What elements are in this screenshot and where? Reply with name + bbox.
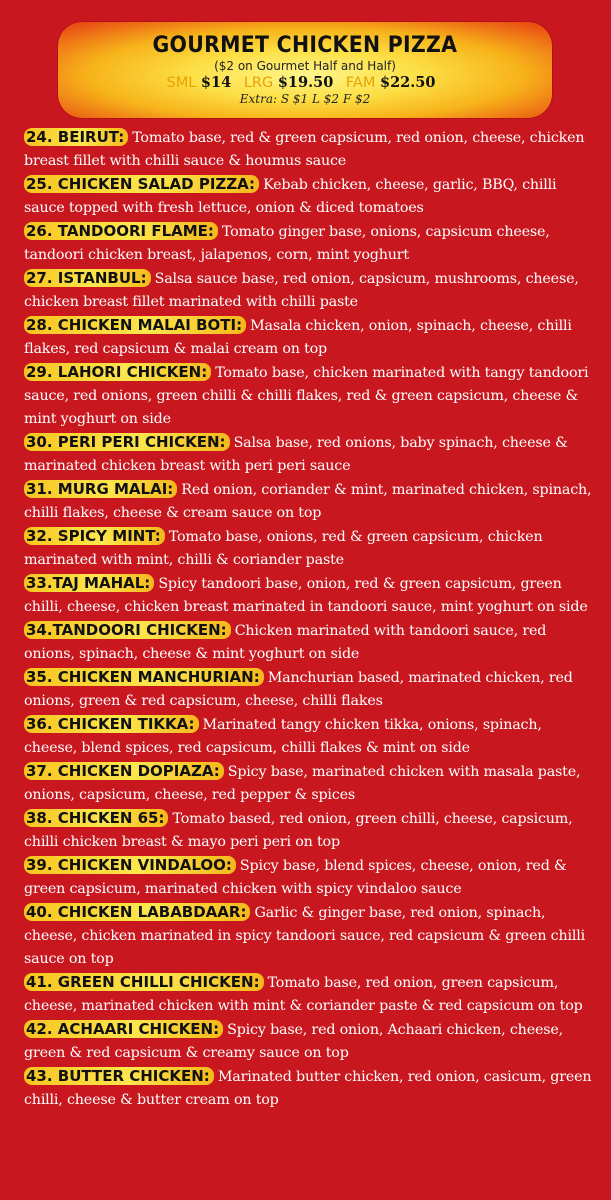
menu-item (24, 361, 599, 431)
price-value-family: $22.50 (379, 74, 436, 91)
menu-item-title: 43. BUTTER CHICKEN: (24, 1067, 214, 1085)
menu-item-description: Tomato base, chicken marinated with tangy tandoori sauce, red onions, green chilli & chilli flakes, red & green capsicum, cheese & mint yoghurt on side (24, 365, 589, 427)
menu-item-description: Tomato based, red onion, green chilli, cheese, capsicum, chilli chicken breast & mayo peri peri on top (24, 811, 573, 850)
menu-item-title: 25. CHICKEN SALAD PIZZA: (24, 175, 259, 193)
price-value-large: $19.50 (277, 74, 334, 91)
menu-item-description: Marinated butter chicken, red onion, casicum, green chilli, cheese & butter cream on top (24, 1069, 592, 1108)
menu-item-title: 41. GREEN CHILLI CHICKEN: (24, 973, 264, 991)
menu-item-description: Salsa sauce base, red onion, capsicum, mushrooms, cheese, chicken breast fillet marinated with chilli paste (24, 271, 579, 310)
menu-item-title: 42. ACHAARI CHICKEN: (24, 1020, 223, 1038)
half-and-half-note: ($2 on Gourmet Half and Half) (214, 59, 396, 73)
menu-item-description: Tomato ginger base, onions, capsicum cheese, tandoori chicken breast, jalapenos, corn, mint yoghurt (24, 224, 550, 263)
menu-item-list (24, 126, 599, 1112)
menu-item (24, 1018, 599, 1065)
menu-item (24, 854, 599, 901)
menu-item (24, 431, 599, 478)
menu-item (24, 173, 599, 220)
menu-item-title: 33.TAJ MAHAL: (24, 574, 154, 592)
menu-item-title: 27. ISTANBUL: (24, 269, 151, 287)
price-label-family: FAM (345, 75, 376, 91)
price-list (58, 74, 552, 91)
menu-item (24, 525, 599, 572)
menu-item-title: 29. LAHORI CHICKEN: (24, 363, 211, 381)
menu-item-description: Spicy tandoori base, onion, red & green capsicum, green chilli, cheese, chicken breast marinated in tandoori sauce, mint yoghurt on side (24, 576, 588, 615)
menu-item-description: Masala chicken, onion, spinach, cheese, chilli flakes, red capsicum & malai cream on top (24, 318, 572, 357)
menu-section-title: GOURMET CHICKEN PIZZA (152, 33, 458, 58)
menu-item (24, 760, 599, 807)
menu-item-title: 34.TANDOORI CHICKEN: (24, 621, 231, 639)
menu-item-description: Tomato base, red & green capsicum, red onion, cheese, chicken breast fillet with chilli sauce & houmus sauce (24, 130, 585, 169)
menu-item (24, 666, 599, 713)
menu-item-description: Chicken marinated with tandoori sauce, red onions, spinach, cheese & mint yoghurt on side (24, 623, 547, 662)
menu-item (24, 971, 599, 1018)
header-banner (58, 22, 552, 118)
menu-item-description: Red onion, coriander & mint, marinated chicken, spinach, chilli flakes, cheese & cream sauce on top (24, 482, 592, 521)
menu-item (24, 478, 599, 525)
extra-charges: Extra: S $1 L $2 F $2 (239, 92, 371, 106)
menu-item-description: Garlic & ginger base, red onion, spinach, cheese, chicken marinated in spicy tandoori sauce, red capsicum & green chilli sauce on top (24, 905, 585, 967)
menu-item (24, 807, 599, 854)
menu-item (24, 220, 599, 267)
menu-item-title: 36. CHICKEN TIKKA: (24, 715, 199, 733)
menu-item-title: 35. CHICKEN MANCHURIAN: (24, 668, 264, 686)
menu-item-description: Kebab chicken, cheese, garlic, BBQ, chilli sauce topped with fresh lettuce, onion & diced tomatoes (24, 177, 557, 216)
menu-item (24, 314, 599, 361)
price-label-small: SML (166, 75, 197, 91)
menu-item-title: 38. CHICKEN 65: (24, 809, 168, 827)
menu-item-description: Tomato base, red onion, green capsicum, cheese, marinated chicken with mint & coriander paste & red capsicum on top (24, 975, 583, 1014)
menu-item (24, 572, 599, 619)
menu-item-title: 40. CHICKEN LABABDAAR: (24, 903, 250, 921)
menu-item-description: Marinated tangy chicken tikka, onions, spinach, cheese, blend spices, red capsicum, chilli flakes & mint on side (24, 717, 542, 756)
menu-item-description: Manchurian based, marinated chicken, red onions, green & red capsicum, cheese, chilli flakes (24, 670, 573, 709)
menu-item-description: Spicy base, blend spices, cheese, onion, red & green capsicum, marinated chicken with spicy vindaloo sauce (24, 858, 567, 897)
menu-item-description: Spicy base, marinated chicken with masala paste, onions, capsicum, cheese, red pepper & spices (24, 764, 581, 803)
menu-item-description: Salsa base, red onions, baby spinach, cheese & marinated chicken breast with peri peri sauce (24, 435, 568, 474)
menu-item-title: 39. CHICKEN VINDALOO: (24, 856, 236, 874)
price-label-large: LRG (243, 75, 274, 91)
price-value-small: $14 (200, 74, 232, 91)
menu-item (24, 713, 599, 760)
menu-item (24, 126, 599, 173)
menu-item-description: Spicy base, red onion, Achaari chicken, cheese, green & red capsicum & creamy sauce on top (24, 1022, 563, 1061)
menu-item-title: 28. CHICKEN MALAI BOTI: (24, 316, 246, 334)
menu-item (24, 1065, 599, 1112)
menu-item-title: 31. MURG MALAI: (24, 480, 177, 498)
menu-item-title: 37. CHICKEN DOPIAZA: (24, 762, 224, 780)
menu-item-title: 32. SPICY MINT: (24, 527, 165, 545)
menu-item (24, 901, 599, 971)
menu-item (24, 267, 599, 314)
menu-item-title: 30. PERI PERI CHICKEN: (24, 433, 230, 451)
menu-item-title: 26. TANDOORI FLAME: (24, 222, 218, 240)
menu-item (24, 619, 599, 666)
menu-item-description: Tomato base, onions, red & green capsicum, chicken marinated with mint, chilli & coriander paste (24, 529, 543, 568)
menu-item-title: 24. BEIRUT: (24, 128, 128, 146)
